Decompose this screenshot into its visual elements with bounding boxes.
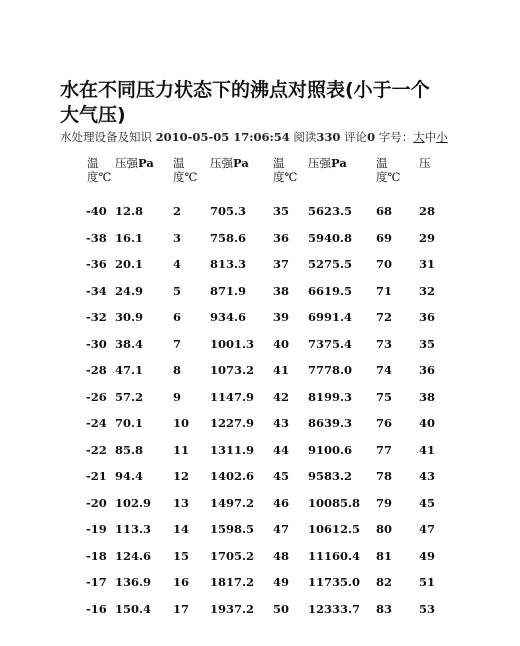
table-cell: 35 (273, 204, 290, 219)
table-cell: 10 (173, 416, 190, 431)
table-cell: 3 (173, 230, 182, 245)
table-cell: 41 (273, 363, 290, 378)
table-row (60, 543, 520, 570)
header-unit: Pa (331, 156, 347, 170)
header-unit: Pa (138, 156, 154, 170)
table-cell: 1598.5 (210, 522, 255, 537)
category-link[interactable]: 水处理设备及知识 (60, 130, 152, 144)
table-cell: -16 (86, 601, 107, 616)
table-cell: 51 (419, 575, 436, 590)
header-text: 压强 (115, 156, 138, 170)
table-cell: 7 (173, 336, 182, 351)
table-header-row (60, 150, 520, 198)
table-cell: 5940.8 (308, 230, 353, 245)
table-cell: 1817.2 (210, 575, 255, 590)
table-cell: 150.4 (115, 601, 152, 616)
table-cell: 1705.2 (210, 548, 255, 563)
table-cell: 2 (173, 204, 182, 219)
table-cell: 14 (173, 522, 190, 537)
table-cell: 68 (376, 204, 393, 219)
table-cell: 42 (273, 389, 290, 404)
table-cell: 113.3 (115, 522, 152, 537)
table-header-cell (300, 150, 368, 198)
table-header-cell (165, 150, 202, 198)
font-size-large-link[interactable]: 大 (413, 130, 425, 144)
table-cell: -24 (86, 416, 107, 431)
table-row (60, 437, 520, 464)
font-size-label: 字号： (378, 130, 414, 144)
table-cell: 46 (273, 495, 290, 510)
table-row (60, 384, 520, 411)
table-cell: 9583.2 (308, 469, 353, 484)
table-cell: 1147.9 (210, 389, 255, 404)
table-cell: 813.3 (210, 257, 247, 272)
boiling-point-table-container (60, 150, 500, 616)
table-cell: 102.9 (115, 495, 152, 510)
header-text: 温 (87, 156, 99, 170)
table-header-cell (368, 150, 411, 198)
table-cell: 11 (173, 442, 190, 457)
table-cell: 47 (273, 522, 290, 537)
table-cell: 1937.2 (210, 601, 255, 616)
table-row (60, 463, 520, 490)
table-row (60, 198, 520, 225)
comment-label[interactable]: 评论 (344, 130, 368, 144)
table-cell: 15 (173, 548, 190, 563)
table-cell: 69 (376, 230, 393, 245)
table-cell: 29 (419, 230, 436, 245)
table-cell: 35 (419, 336, 436, 351)
table-row (60, 278, 520, 305)
boiling-point-table (60, 150, 520, 622)
table-cell: -28 (86, 363, 107, 378)
table-cell: 31 (419, 257, 436, 272)
table-cell: 12333.7 (308, 601, 361, 616)
table-cell: 53 (419, 601, 436, 616)
table-cell: 4 (173, 257, 182, 272)
table-cell: 44 (273, 442, 290, 457)
table-cell: 8 (173, 363, 182, 378)
table-row (60, 596, 520, 623)
table-cell: -34 (86, 283, 107, 298)
table-cell: 38.4 (115, 336, 144, 351)
table-row (60, 516, 520, 543)
table-cell: 24.9 (115, 283, 144, 298)
table-cell: 16 (173, 575, 190, 590)
header-unit: Pa (233, 156, 249, 170)
table-cell: 50 (273, 601, 290, 616)
table-cell: 5623.5 (308, 204, 353, 219)
table-cell: 76 (376, 416, 393, 431)
table-cell: 81 (376, 548, 393, 563)
table-cell: 39 (273, 310, 290, 325)
table-cell: 705.3 (210, 204, 247, 219)
table-row (60, 410, 520, 437)
table-cell: 32 (419, 283, 436, 298)
table-cell: 30.9 (115, 310, 144, 325)
table-cell: 72 (376, 310, 393, 325)
font-size-small-link[interactable]: 小 (436, 130, 448, 144)
table-cell: 36 (419, 363, 436, 378)
table-cell: 77 (376, 442, 393, 457)
table-cell: 6 (173, 310, 182, 325)
table-cell: 79 (376, 495, 393, 510)
table-cell: 1227.9 (210, 416, 255, 431)
table-cell: 49 (419, 548, 436, 563)
table-cell: 47 (419, 522, 436, 537)
table-cell: -21 (86, 469, 107, 484)
table-cell: 36 (273, 230, 290, 245)
table-cell: 758.6 (210, 230, 247, 245)
table-cell: 934.6 (210, 310, 247, 325)
table-cell: 5 (173, 283, 182, 298)
table-row (60, 569, 520, 596)
table-cell: 13 (173, 495, 190, 510)
table-cell: 1497.2 (210, 495, 255, 510)
table-cell: 6991.4 (308, 310, 353, 325)
table-row (60, 304, 520, 331)
table-cell: 12 (173, 469, 190, 484)
table-cell: 80 (376, 522, 393, 537)
table-cell: 10612.5 (308, 522, 361, 537)
table-cell: 94.4 (115, 469, 144, 484)
table-cell: -22 (86, 442, 107, 457)
article-title: 水在不同压力状态下的沸点对照表(小于一个大气压) (60, 79, 430, 126)
table-cell: 1311.9 (210, 442, 255, 457)
header-text: 度℃ (376, 170, 401, 184)
table-cell: 43 (419, 469, 436, 484)
table-cell: 57.2 (115, 389, 144, 404)
read-label: 阅读 (293, 130, 317, 144)
table-cell: 83 (376, 601, 393, 616)
table-cell: -38 (86, 230, 107, 245)
table-row (60, 490, 520, 517)
table-cell: 40 (419, 416, 436, 431)
table-body (60, 198, 520, 622)
table-cell: -18 (86, 548, 107, 563)
header-text: 温 (173, 156, 185, 170)
table-cell: 74 (376, 363, 393, 378)
table-cell: 11735.0 (308, 575, 361, 590)
table-cell: 136.9 (115, 575, 152, 590)
table-row (60, 331, 520, 358)
table-cell: 6619.5 (308, 283, 353, 298)
header-text: 温 (273, 156, 285, 170)
table-cell: 9100.6 (308, 442, 353, 457)
table-cell: 11160.4 (308, 548, 361, 563)
table-cell: 73 (376, 336, 393, 351)
table-header-cell (265, 150, 300, 198)
table-cell: 71 (376, 283, 393, 298)
table-cell: 45 (419, 495, 436, 510)
table-cell: -36 (86, 257, 107, 272)
table-cell: 10085.8 (308, 495, 361, 510)
table-cell: 9 (173, 389, 182, 404)
comment-count: 0 (367, 130, 376, 144)
table-row (60, 225, 520, 252)
table-cell: 49 (273, 575, 290, 590)
table-cell: 5275.5 (308, 257, 353, 272)
table-cell: 20.1 (115, 257, 144, 272)
header-text: 压强 (308, 156, 331, 170)
table-cell: -40 (86, 204, 107, 219)
table-cell: 47.1 (115, 363, 144, 378)
table-row (60, 251, 520, 278)
table-cell: 1001.3 (210, 336, 255, 351)
header-text: 压强 (210, 156, 233, 170)
table-cell: -26 (86, 389, 107, 404)
table-cell: -32 (86, 310, 107, 325)
header-text: 压 (419, 156, 431, 170)
table-header-cell (202, 150, 265, 198)
table-cell: 38 (273, 283, 290, 298)
table-cell: 45 (273, 469, 290, 484)
table-cell: -30 (86, 336, 107, 351)
table-cell: 7375.4 (308, 336, 353, 351)
table-cell: 124.6 (115, 548, 152, 563)
table-cell: 85.8 (115, 442, 144, 457)
table-cell: 8639.3 (308, 416, 353, 431)
table-cell: 1402.6 (210, 469, 255, 484)
table-cell: 41 (419, 442, 436, 457)
header-text: 度℃ (273, 170, 298, 184)
font-size-medium-link[interactable]: 中 (424, 130, 437, 144)
table-row (60, 357, 520, 384)
table-header-cell (60, 150, 112, 198)
table-cell: 12.8 (115, 204, 144, 219)
table-cell: 871.9 (210, 283, 247, 298)
article-meta (60, 129, 500, 145)
post-datetime: 2010-05-05 17:06:54 (155, 130, 290, 144)
table-cell: 70 (376, 257, 393, 272)
table-cell: 38 (419, 389, 436, 404)
header-text: 度℃ (87, 170, 112, 184)
header-text: 温 (376, 156, 388, 170)
table-header-cell (411, 150, 520, 198)
table-header-cell (107, 150, 165, 198)
table-cell: 16.1 (115, 230, 144, 245)
table-cell: -19 (86, 522, 107, 537)
table-cell: 28 (419, 204, 436, 219)
table-cell: 36 (419, 310, 436, 325)
table-cell: 40 (273, 336, 290, 351)
table-cell: 1073.2 (210, 363, 255, 378)
table-cell: 8199.3 (308, 389, 353, 404)
table-cell: 7778.0 (308, 363, 353, 378)
table-cell: 48 (273, 548, 290, 563)
table-cell: -17 (86, 575, 107, 590)
table-cell: 17 (173, 601, 190, 616)
table-cell: 75 (376, 389, 393, 404)
header-text: 度℃ (173, 170, 198, 184)
table-cell: 82 (376, 575, 393, 590)
read-count: 330 (316, 130, 341, 144)
table-cell: -20 (86, 495, 107, 510)
table-cell: 78 (376, 469, 393, 484)
table-cell: 37 (273, 257, 290, 272)
table-cell: 70.1 (115, 416, 144, 431)
table-cell: 43 (273, 416, 290, 431)
